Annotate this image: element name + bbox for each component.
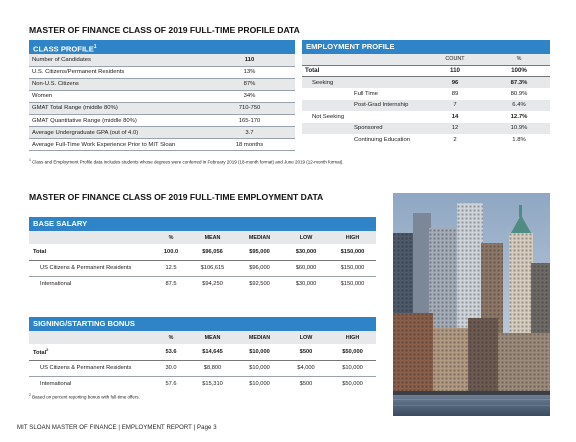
- col-mean: MEAN: [189, 231, 236, 244]
- salary-total-mean: $96,056: [189, 244, 236, 260]
- bonus-total-mean: $14,645: [189, 344, 236, 360]
- cp-label: Non-U.S. Citizens: [29, 78, 204, 90]
- salary-intl-median: $92,500: [249, 281, 270, 288]
- salary-total-low: $30,000: [283, 244, 329, 260]
- employment-title: MASTER OF FINANCE CLASS OF 2019 FULL-TIME EMPLOYMENT DATA: [29, 192, 324, 202]
- salary-total-high: $150,000: [329, 244, 376, 260]
- table-row: [29, 139, 295, 151]
- footnote-2-text: Based on percent reporting bonus with full-time offers.: [32, 394, 140, 400]
- bonus-us-median: $10,000: [249, 365, 270, 371]
- bonus-total-sup: 2: [46, 347, 49, 353]
- salary-intl-mean: $94,250: [202, 281, 223, 288]
- cp-label: Number of Candidates: [29, 54, 204, 66]
- bonus-intl-mean: $15,310: [202, 381, 223, 388]
- table-row: [302, 123, 550, 135]
- ep-sponsored-label: Sponsored: [342, 123, 422, 135]
- col-mean: MEAN: [189, 331, 236, 344]
- bonus-total-high: $50,000: [329, 344, 376, 360]
- employment-profile-table: [302, 54, 550, 146]
- bonus-us-pct: 30.0: [165, 365, 177, 371]
- col-pct: %: [488, 54, 550, 65]
- ep-fulltime-count: 89: [451, 90, 459, 97]
- cp-value: 710-750: [204, 102, 295, 114]
- salary-us-median: $96,000: [249, 265, 270, 271]
- table-header-row: [29, 231, 376, 244]
- bonus-total-low: $500: [283, 344, 329, 360]
- ep-seeking-label: Seeking: [302, 77, 422, 89]
- bonus-intl-pct: 57.6: [165, 381, 177, 388]
- cp-label: GMAT Total Range (middle 80%): [29, 102, 204, 114]
- table-row: [302, 100, 550, 112]
- table-row: [29, 276, 376, 292]
- table-row: [302, 77, 550, 89]
- col-low: LOW: [283, 231, 329, 244]
- cp-value: 165-170: [204, 114, 295, 126]
- footnote-1-sup: 1: [29, 158, 31, 162]
- class-profile-table: [29, 54, 295, 151]
- table-row: [29, 344, 376, 360]
- ep-postgrad-count: 7: [422, 100, 488, 112]
- table-row: [29, 114, 295, 126]
- ep-fulltime-pct: 80.9%: [510, 90, 528, 97]
- ep-notseeking-label: Not Seeking: [312, 113, 345, 120]
- table-row: [29, 66, 295, 78]
- bonus-total-pct: 53.6: [153, 344, 189, 360]
- bonus-intl-low: $500: [299, 381, 313, 388]
- footnote-1: [29, 158, 344, 165]
- footnote-2: [29, 393, 140, 400]
- table-row: [302, 88, 550, 100]
- ep-continuing-pct: 1.8%: [512, 136, 526, 143]
- page-footer: MIT SLOAN MASTER OF FINANCE | EMPLOYMENT REPORT | Page 3: [17, 425, 217, 431]
- class-profile-header: [29, 40, 295, 54]
- ep-sponsored-count: 12: [422, 123, 488, 135]
- salary-intl-low: $30,000: [295, 281, 317, 288]
- bonus-total-label: Total: [33, 350, 47, 357]
- bonus-us-low: $4,000: [297, 365, 315, 371]
- cp-value: 87%: [204, 78, 295, 90]
- cp-label: Average Full-Time Work Experience Prior to MIT Sloan: [29, 139, 204, 151]
- signing-bonus-header: SIGNING/STARTING BONUS: [29, 317, 376, 331]
- cp-value: 110: [204, 54, 295, 66]
- employment-profile-header: EMPLOYMENT PROFILE: [302, 40, 550, 54]
- table-row: [29, 360, 376, 376]
- cp-value: 3.7: [204, 127, 295, 139]
- col-high: HIGH: [329, 231, 376, 244]
- cp-value: 13%: [204, 66, 295, 78]
- col-high: HIGH: [329, 331, 376, 344]
- city-skyline-photo: [393, 193, 550, 416]
- salary-us-mean: $106,615: [200, 265, 225, 271]
- footnote-1-text: Class and Employment Profile data includes students whose degrees were conferred in February 2019 (18-month format) and June 2019 (12-month format).: [32, 159, 344, 165]
- ep-continuing-label: Continuing Education: [354, 136, 411, 143]
- table-header-row: [302, 54, 550, 65]
- footnote-2-sup: 2: [29, 393, 31, 397]
- cp-label: Women: [29, 90, 204, 102]
- cp-label: Average Undergraduate GPA (out of 4.0): [29, 127, 204, 139]
- salary-us-high: $150,000: [340, 265, 365, 271]
- salary-total-median: $95,000: [236, 244, 283, 260]
- col-median: MEDIAN: [236, 331, 283, 344]
- table-row: [29, 376, 376, 392]
- salary-us-low: $60,000: [295, 265, 317, 271]
- ep-seeking-count: 96: [422, 77, 488, 89]
- salary-intl-label: International: [40, 281, 72, 288]
- ep-seeking-pct: 87.3%: [488, 77, 550, 89]
- table-row: [302, 111, 550, 123]
- col-count: COUNT: [422, 54, 488, 65]
- ep-sponsored-pct: 10.9%: [488, 123, 550, 135]
- cp-label: GMAT Quantitative Range (middle 80%): [29, 114, 204, 126]
- table-row: [29, 244, 376, 260]
- bonus-intl-median: $10,000: [249, 381, 270, 388]
- cp-label: U.S. Citizens/Permanent Residents: [29, 66, 204, 78]
- col-pct: %: [153, 331, 189, 344]
- cp-value: 18 months: [204, 139, 295, 151]
- bonus-us-high: $10,000: [342, 365, 363, 371]
- ep-postgrad-label: Post-Grad Internship: [342, 100, 422, 112]
- table-row: [29, 90, 295, 102]
- bonus-total-median: $10,000: [236, 344, 283, 360]
- table-row: [29, 127, 295, 139]
- salary-intl-pct: 87.5: [165, 281, 177, 288]
- bonus-intl-high: $50,000: [342, 381, 363, 388]
- class-profile-header-sup: 1: [93, 44, 97, 50]
- salary-total-label: Total: [29, 244, 153, 260]
- ep-postgrad-pct: 6.4%: [488, 100, 550, 112]
- profile-title: MASTER OF FINANCE CLASS OF 2019 FULL-TIME PROFILE DATA: [29, 25, 300, 35]
- col-median: MEDIAN: [236, 231, 283, 244]
- table-row: [29, 260, 376, 276]
- ep-total-pct: 100%: [488, 65, 550, 77]
- class-profile-header-label: CLASS PROFILE: [33, 44, 94, 54]
- cp-value: 34%: [204, 90, 295, 102]
- bonus-total-label-cell: [29, 344, 153, 360]
- salary-us-label: US Citizens & Permanent Residents: [40, 265, 132, 271]
- signing-bonus-table: [29, 331, 376, 392]
- table-row: [29, 102, 295, 114]
- bonus-us-mean: $8,800: [203, 365, 222, 371]
- bonus-us-label: US Citizens & Permanent Residents: [40, 365, 132, 371]
- ep-notseeking-count: 14: [451, 113, 459, 120]
- base-salary-header: BASE SALARY: [29, 217, 376, 231]
- col-low: LOW: [283, 331, 329, 344]
- salary-total-pct: 100.0: [153, 244, 189, 260]
- bonus-intl-label: International: [40, 381, 72, 388]
- table-header-row: [29, 331, 376, 344]
- table-row: [302, 134, 550, 146]
- base-salary-table: [29, 231, 376, 292]
- salary-intl-high: $150,000: [340, 281, 365, 288]
- table-row: [302, 65, 550, 77]
- table-row: [29, 54, 295, 66]
- ep-total-count: 110: [422, 65, 488, 77]
- table-row: [29, 78, 295, 90]
- ep-total-label: Total: [302, 65, 422, 77]
- ep-notseeking-pct: 12.7%: [510, 113, 528, 120]
- salary-us-pct: 12.5: [165, 265, 177, 271]
- ep-fulltime-label: Full Time: [354, 90, 378, 97]
- ep-continuing-count: 2: [453, 136, 457, 143]
- col-pct: %: [153, 231, 189, 244]
